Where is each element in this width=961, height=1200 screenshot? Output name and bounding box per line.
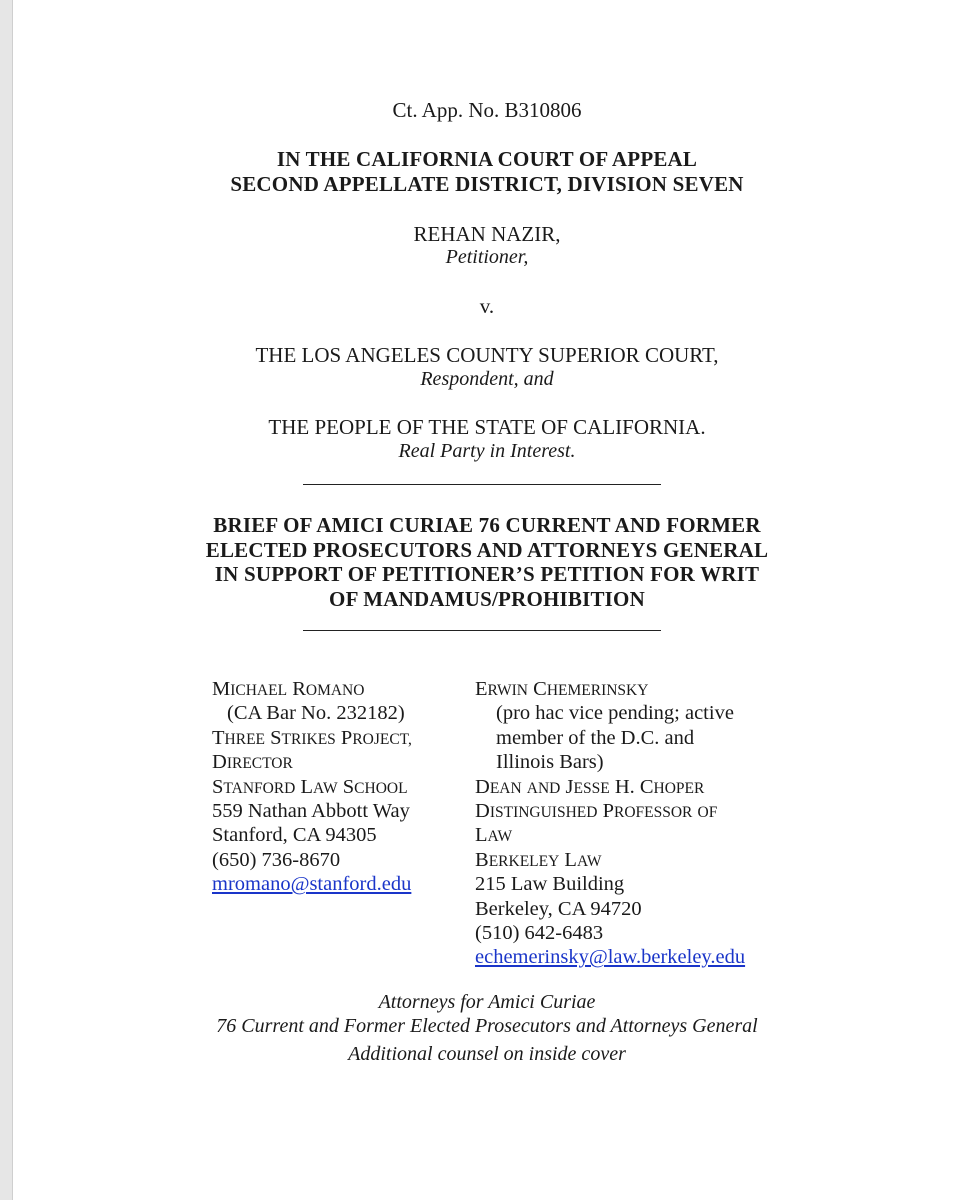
- counsel-right-address2: Berkeley, CA 94720: [475, 897, 642, 920]
- brief-title-line4: OF MANDAMUS/PROHIBITION: [329, 587, 645, 611]
- counsel-left-title: THREE STRIKES PROJECT,: [212, 726, 412, 749]
- counsel-right-note3: Illinois Bars): [496, 751, 604, 774]
- divider-top: [303, 484, 661, 485]
- document-page: [13, 0, 961, 1200]
- court-name-line1: IN THE CALIFORNIA COURT OF APPEAL: [276, 147, 698, 171]
- footer-additional-counsel: Additional counsel on inside cover: [348, 1043, 626, 1065]
- counsel-left-email-link[interactable]: mromano@stanford.edu: [212, 873, 412, 896]
- counsel-left-name: MICHAEL ROMANO: [212, 678, 365, 700]
- counsel-left-bar: (CA Bar No. 232182): [227, 702, 405, 725]
- counsel-right-title1: DEAN AND JESSE H. CHOPER: [475, 775, 705, 798]
- counsel-left-phone: (650) 736-8670: [212, 848, 341, 871]
- petitioner-role: Petitioner,: [445, 246, 529, 268]
- counsel-block-right: [475, 677, 745, 970]
- counsel-right-address1: 215 Law Building: [475, 873, 625, 896]
- case-number: Ct. App. No. B310806: [392, 98, 582, 122]
- page-edge: [0, 0, 13, 1200]
- versus: v.: [479, 294, 495, 318]
- counsel-right-email-link[interactable]: echemerinsky@law.berkeley.edu: [475, 946, 746, 969]
- respondent-name: THE LOS ANGELES COUNTY SUPERIOR COURT,: [255, 343, 719, 367]
- counsel-right-note1: (pro hac vice pending; active: [496, 702, 734, 725]
- counsel-left-address1: 559 Nathan Abbott Way: [212, 799, 410, 822]
- counsel-block-left: [212, 677, 412, 897]
- real-party-role: Real Party in Interest.: [398, 440, 576, 462]
- counsel-left-org: STANFORD LAW SCHOOL: [212, 775, 408, 798]
- footer-attorneys-for: Attorneys for Amici Curiae: [378, 991, 596, 1013]
- brief-title-line2: ELECTED PROSECUTORS AND ATTORNEYS GENERAL: [205, 538, 769, 562]
- respondent-role: Respondent, and: [420, 368, 554, 390]
- counsel-right-title2: DISTINGUISHED PROFESSOR OF: [475, 799, 718, 822]
- counsel-right-title3: LAW: [475, 824, 513, 847]
- brief-title-line1: BRIEF OF AMICI CURIAE 76 CURRENT AND FORMER: [213, 513, 761, 537]
- real-party-name: THE PEOPLE OF THE STATE OF CALIFORNIA.: [268, 415, 706, 439]
- counsel-right-org: BERKELEY LAW: [475, 848, 602, 871]
- counsel-left-title2: DIRECTOR: [212, 751, 293, 774]
- footer-amici-description: 76 Current and Former Elected Prosecutors and Attorneys General: [216, 1015, 758, 1037]
- counsel-left-address2: Stanford, CA 94305: [212, 824, 377, 847]
- counsel-right-phone: (510) 642-6483: [475, 921, 604, 944]
- divider-bottom: [303, 630, 661, 631]
- petitioner-name: REHAN NAZIR,: [413, 222, 561, 246]
- brief-title-line3: IN SUPPORT OF PETITIONER’S PETITION FOR WRIT: [214, 562, 760, 586]
- counsel-right-note2: member of the D.C. and: [496, 726, 695, 749]
- counsel-right-name: ERWIN CHEMERINSKY: [475, 678, 649, 700]
- court-name-line2: SECOND APPELLATE DISTRICT, DIVISION SEVEN: [230, 172, 744, 196]
